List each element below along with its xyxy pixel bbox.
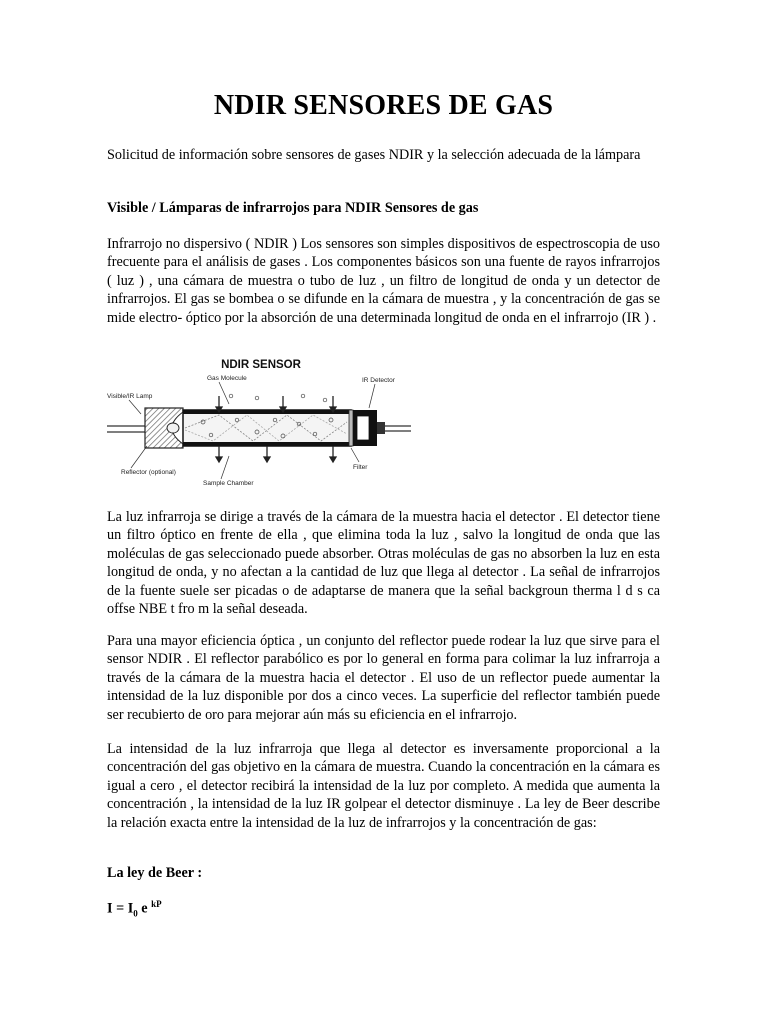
section-subheading: Visible / Lámparas de infrarrojos para NDIR Sensores de gas: [107, 200, 479, 216]
paragraph-reflector: Para una mayor eficiencia óptica , un conjunto del reflector puede rodear la luz que sirve para el sensor NDIR . El reflector parabólico es por lo general en forma para colimar la luz infrarroja a través de la cámara de la muestra hacia el detector . El uso de un reflector puede aumentar la intensidad de la luz disponible por dos a cinco veces. La superficie del reflector también puede ser recubierto de oro para mejorar aún más su eficiencia en el infrarrojo.: [107, 633, 660, 723]
label-sample-chamber: Sample Chamber: [203, 480, 254, 487]
document-title: NDIR SENSORES DE GAS: [213, 90, 554, 121]
formula-base: I = I: [107, 900, 134, 917]
optical-filter: [349, 410, 353, 446]
label-reflector: Reflector (optional): [121, 469, 176, 476]
formula-subscript: 0: [133, 908, 138, 919]
lamp-bulb-icon: [167, 423, 179, 433]
label-ir-detector: IR Detector: [362, 377, 395, 384]
label-filter: Filter: [353, 464, 368, 471]
label-lamp: Visible/IR Lamp: [107, 393, 153, 400]
ndir-sensor-illustration: [107, 352, 427, 492]
formula-superscript: kP: [151, 899, 162, 909]
ir-detector-block: [353, 410, 411, 446]
paragraph-ndir-intro: Infrarrojo no dispersivo ( NDIR ) Los sensores son simples dispositivos de espectroscopia de uso frecuente para el análisis de gases . Los componentes básicos son una fuente de rayos infrarrojos ( luz ) , una cámara de muestra o tubo de luz , un filtro de longitud de onda y un detector de infrarrojos. El gas se bombea o se difunde en la cámara de muestra , y la concentración de gas se mide electro- óptico por la absorción de una determinada longitud de onda en el infrarrojo (IR ) .: [107, 236, 660, 326]
paragraph-detector: La luz infrarroja se dirige a través de la cámara de la muestra hacia el detector . El detector tiene un filtro óptico en frente de ella , que elimina toda la luz , salvo la longitud de onda que las moléculas de gas seleccionado puede absorber. Otras moléculas de gas no absorben la luz en esta longitud de onda, y no afectan a la cantidad de luz que llega al detector . La señal de infrarrojos de la fuente suele ser picadas o de adaptarse de manera que la señal backgroun therma l d s ca offse NBE t fro m la señal deseada.: [107, 509, 660, 618]
beer-law-heading: La ley de Beer :: [107, 865, 203, 881]
formula-middle: e: [137, 900, 152, 917]
reflector-housing: [145, 408, 183, 448]
paragraph-intensity: La intensidad de la luz infrarroja que llega al detector es inversamente proporcional a la concentración del gas objetivo en la cámara de muestra. Cuando la concentración en la cámara es igual a cero , el detector recibirá la intensidad de la luz por completo. A medida que aumenta la concentración , la intensidad de la luz IR golpear el detector disminuye . La ley de Beer describe la relación exacta entre la intensidad de la luz de infrarrojos y la concentración de gas:: [107, 741, 660, 831]
beer-law-formula: [107, 899, 162, 919]
sample-chamber-tube: [183, 394, 351, 462]
intro-paragraph: Solicitud de información sobre sensores de gases NDIR y la selección adecuada de la lámpara: [107, 147, 641, 163]
diagram-title: NDIR SENSOR: [221, 359, 301, 371]
label-gas-molecule: Gas Molecule: [207, 375, 247, 382]
ndir-sensor-diagram: [107, 352, 427, 492]
